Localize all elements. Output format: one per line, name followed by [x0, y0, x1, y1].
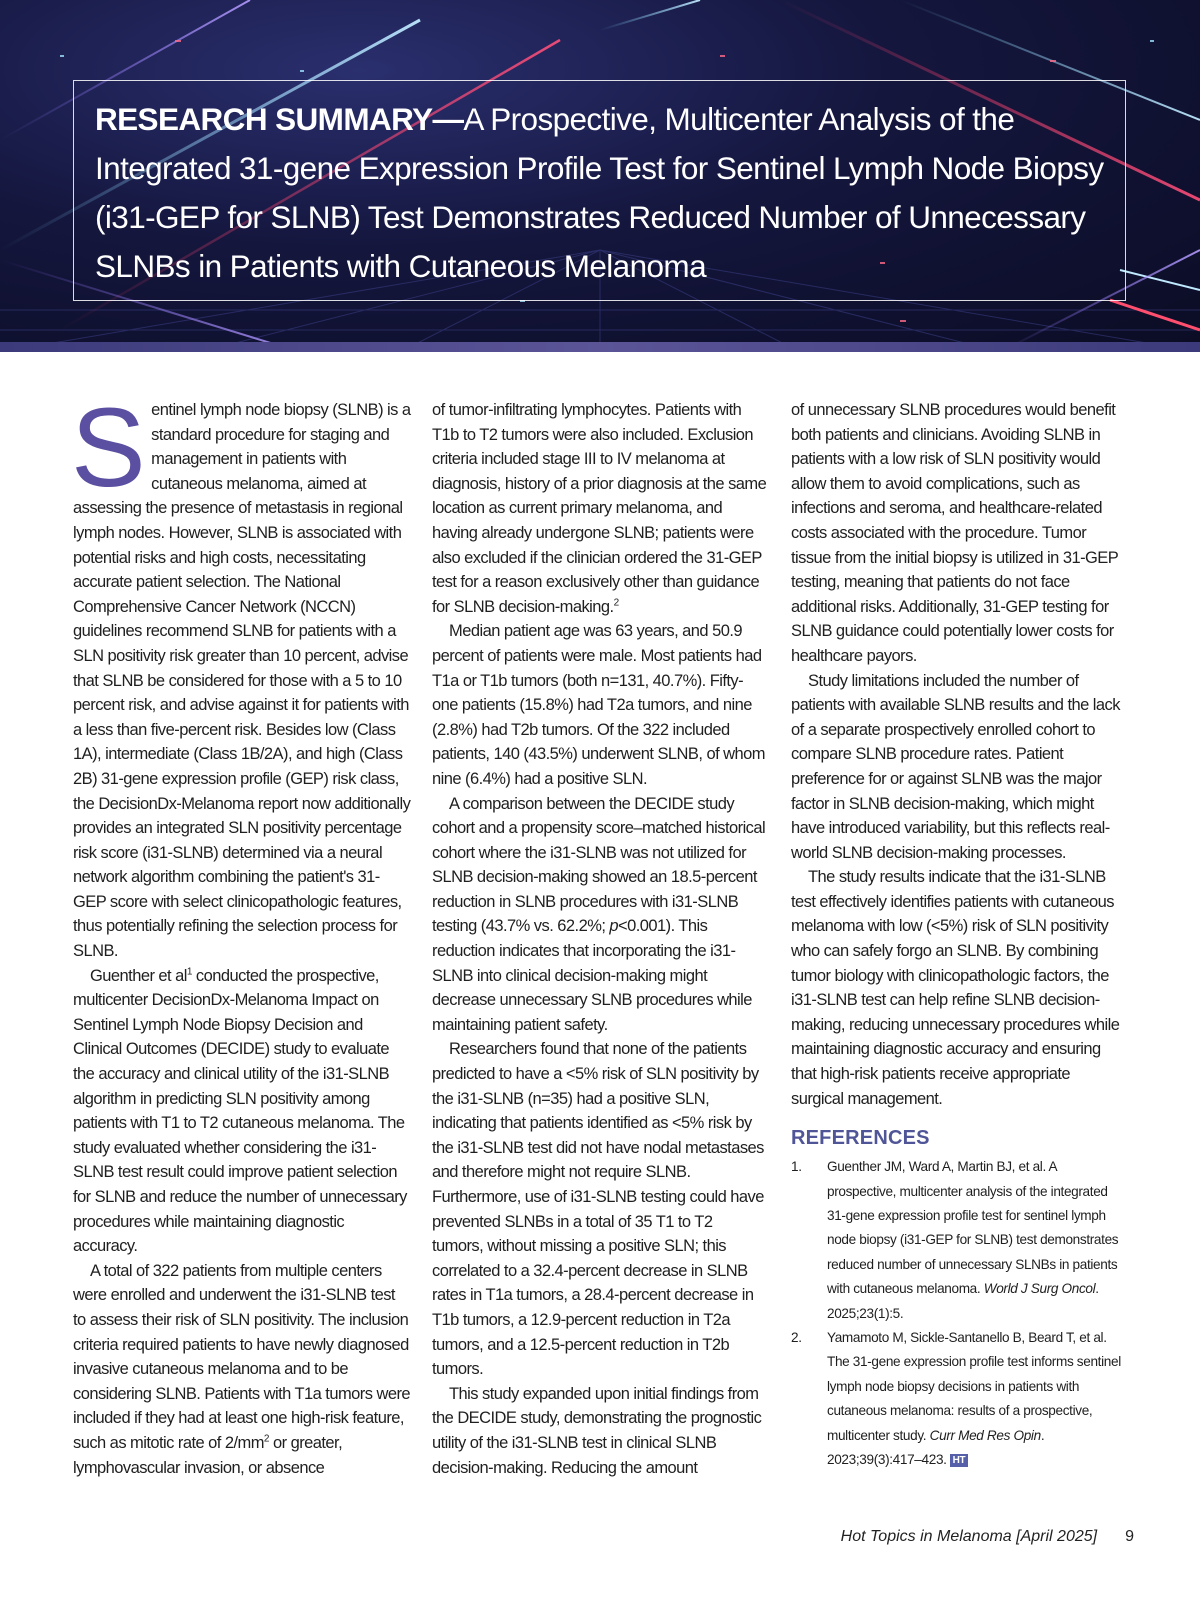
paragraph-patients [73, 1259, 411, 1480]
paragraph-comparison-a: A comparison between the DECIDE study cohort and a propensity score–matched historical cohort where the i31-SLNB was not utilized for SLNB decision-making showed an 18.5-percent reduction in SLNB procedures with i31-SLNB testing (43.7% vs. 62.2%; [432, 794, 766, 936]
title-box [73, 80, 1126, 301]
column-1 [71, 385, 411, 1480]
reference-journal: World J Surg Oncol [983, 1281, 1096, 1297]
reference-item [791, 1155, 1126, 1326]
superscript-squared: 2 [263, 1433, 269, 1445]
title-text: A Prospective, Multicenter Analysis of the Integrated 31-gene Expression Profile Test for Sentinel Lymph Node Biopsy (i31-GEP for SLNB) Test Demonstrates Reduced Number of Unnecessary SLNBs in Patients with Cutaneous Melanoma [95, 101, 1104, 284]
paragraph-demographics: Median patient age was 63 years, and 50.9 percent of patients were male. Most patients had T1a or T1b tumors (both n=131, 40.7%). Fifty-one patients (15.8%) had T2a tumors, and nine (2.8%) had T2b tumors. Of the 322 included patients, 140 (43.5%) underwent SLNB, of whom nine (6.4%) had a positive SLN. [432, 622, 765, 788]
header-banner [0, 0, 1200, 352]
paragraph-expansion: This study expanded upon initial findings from the DECIDE study, demonstrating the prognostic utility of the i31-SLNB test in clinical SLNB decision-making. Reducing the amount [432, 1384, 762, 1477]
p-value-italic: p [609, 917, 619, 936]
reference-journal: Curr Med Res Opin [929, 1427, 1041, 1443]
reference-text [827, 1326, 1126, 1472]
reference-citation: Guenther JM, Ward A, Martin BJ, et al. A prospective, multicenter analysis of the integrated 31-gene expression profile test for sentinel lymph node biopsy (i31-GEP for SLNB) test demonstrates reduced number of unnecessary SLNBs in patients with cutaneous melanoma. [827, 1159, 1119, 1297]
banner-bottom-band [0, 342, 1200, 352]
citation-1-sup: 1 [186, 966, 192, 978]
paragraph-findings: Researchers found that none of the patients predicted to have a <5% risk of SLN positivity by the i31-SLNB (n=35) had a positive SLN, indicating that patients identified as <5% risk by the i31-SLNB test did not have nodal metastases and therefore might not require SLNB. Furthermore, use of i31-SLNB testing could have prevented SLNBs in a total of 35 T1 to T2 tumors, without missing a positive SLN; this correlated to a 32.4-percent decrease in SLNB rates in T1a tumors, a 28.4-percent decrease in T1b tumors, a 12.9-percent reduction in T2a tumors, and a 12.5-percent reduction in T2b tumors. [432, 1040, 764, 1379]
paragraph-comparison-b: <0.001). This reduction indicates that incorporating the i31-SLNB into clinical decision-making might decrease unnecessary SLNB procedures while maintaining patient safety. [432, 917, 752, 1034]
paragraph-study-a: Guenther et al [90, 966, 187, 985]
references-heading: REFERENCES [791, 1127, 930, 1150]
end-of-article-badge: HT [950, 1454, 969, 1467]
paragraph-comparison [432, 792, 767, 1038]
page-number: 9 [1125, 1528, 1134, 1545]
paragraph-intro [71, 385, 411, 964]
page-title [95, 95, 1105, 291]
paragraph-intro-text: entinel lymph node biopsy (SLNB) is a standard procedure for staging and management in patients with cutaneous melanoma, aimed at assessing the presence of metastasis in regional lymph nodes. However, SLNB is associated with potential risks and high costs, necessitating accurate patient selection. The National Comprehensive Cancer Network (NCCN) guidelines recommend SLNB for patients with a SLN positivity risk greater than 10 percent, advise that SLNB be considered for those with a 5 to 10 percent risk, and advise against it for patients with a less than five-percent risk. Besides low (Class 1A), intermediate (Class 1B/2A), and high (Class 2B) 31-gene expression profile (GEP) risk class, the DecisionDx-Melanoma report now additionally provides an integrated SLN positivity percentage risk score (i31-SLNB) determined via a neural network algorithm combining the patient's 31-GEP score with select clinicopathologic features, thus potentially refining the selection process for SLNB. [73, 401, 411, 961]
reference-citation: Yamamoto M, Sickle-Santanello B, Beard T, et al. The 31-gene expression profile test informs sentinel lymph node biopsy decisions in patients with cutaneous melanoma: results of a prospective, multicenter study. [827, 1330, 1121, 1443]
paragraph-study-b: conducted the prospective, multicenter DecisionDx-Melanoma Impact on Sentinel Lymph Node Biopsy Decision and Clinical Outcomes (DECIDE) study to evaluate the accuracy and clinical utility of the i31-SLNB algorithm in predicting SLN positivity among patients with T1 to T2 cutaneous melanoma. The study evaluated whether considering the i31-SLNB test result could improve patient selection for SLNB and reduce the number of unnecessary procedures while maintaining diagnostic accuracy. [73, 966, 407, 1256]
reference-number: 2. [791, 1330, 802, 1346]
paragraph-patients-a: A total of 322 patients from multiple centers were enrolled and underwent the i31-SLNB test to assess their risk of SLN positivity. The inclusion criteria required patients to have newly diagnosed invasive cutaneous melanoma and to be considering SLNB. Patients with T1a tumors were included if they had at least one high-risk feature, such as mitotic rate of 2/mm [73, 1261, 411, 1452]
paragraph-study [73, 964, 411, 1259]
column-3 [791, 398, 1126, 1473]
reference-item [791, 1326, 1126, 1472]
citation-2-sup: 2 [613, 597, 619, 609]
page-footer [841, 1528, 1134, 1546]
reference-tail: . 2025;23(1):5. [827, 1281, 1099, 1321]
footer-journal-title: Hot Topics in Melanoma [April 2025] [840, 1528, 1098, 1545]
reference-tail: . 2023;39(3):417–423. [827, 1427, 1045, 1468]
title-label: RESEARCH SUMMARY— [95, 101, 464, 137]
paragraph-limitations: Study limitations included the number of patients with available SLNB results and the lack of a separate prospectively enrolled cohort to compare SLNB procedure rates. Patient preference for or against SLNB was the major factor in SLNB decision-making, which might have introduced variability, but this reflects real-world SLNB decision-making processes. [791, 671, 1120, 862]
column-2 [432, 398, 767, 1480]
paragraph-expansion-continued: of unnecessary SLNB procedures would benefit both patients and clinicians. Avoiding SLNB in patients with a low risk of SLN positivity would allow them to avoid complications, such as infections and seroma, and healthcare-related costs associated with the procedure. Tumor tissue from the initial biopsy is utilized in 31-GEP testing, meaning that patients do not face additional risks. Additionally, 31-GEP testing for SLNB guidance could potentially lower costs for healthcare payors. [791, 401, 1118, 665]
paragraph-patients-continued [432, 398, 767, 619]
drop-cap: S [71, 385, 146, 510]
paragraph-patients-b: or greater, lymphovascular invasion, or absence [73, 1433, 343, 1477]
reference-text [827, 1155, 1126, 1326]
paragraph-patients-continued-text: of tumor-infiltrating lymphocytes. Patients with T1b to T2 tumors were also included. Exclusion criteria included stage III to IV melanoma at diagnosis, history of a prior diagnosis at the same location as current primary melanoma, and having already undergone SLNB; patients were also excluded if the clinician ordered the 31-GEP test for a reason exclusively other than guidance for SLNB decision-making. [432, 401, 767, 616]
paragraph-conclusion: The study results indicate that the i31-SLNB test effectively identifies patients with cutaneous melanoma with low (<5%) risk of SLN positivity who can safely forgo an SLNB. By combining tumor biology with clinicopathologic factors, the i31-SLNB test can help refine SLNB decision-making, reducing unnecessary procedures while maintaining diagnostic accuracy and ensuring that high-risk patients receive appropriate surgical management. [791, 868, 1120, 1108]
reference-number: 1. [791, 1159, 802, 1175]
